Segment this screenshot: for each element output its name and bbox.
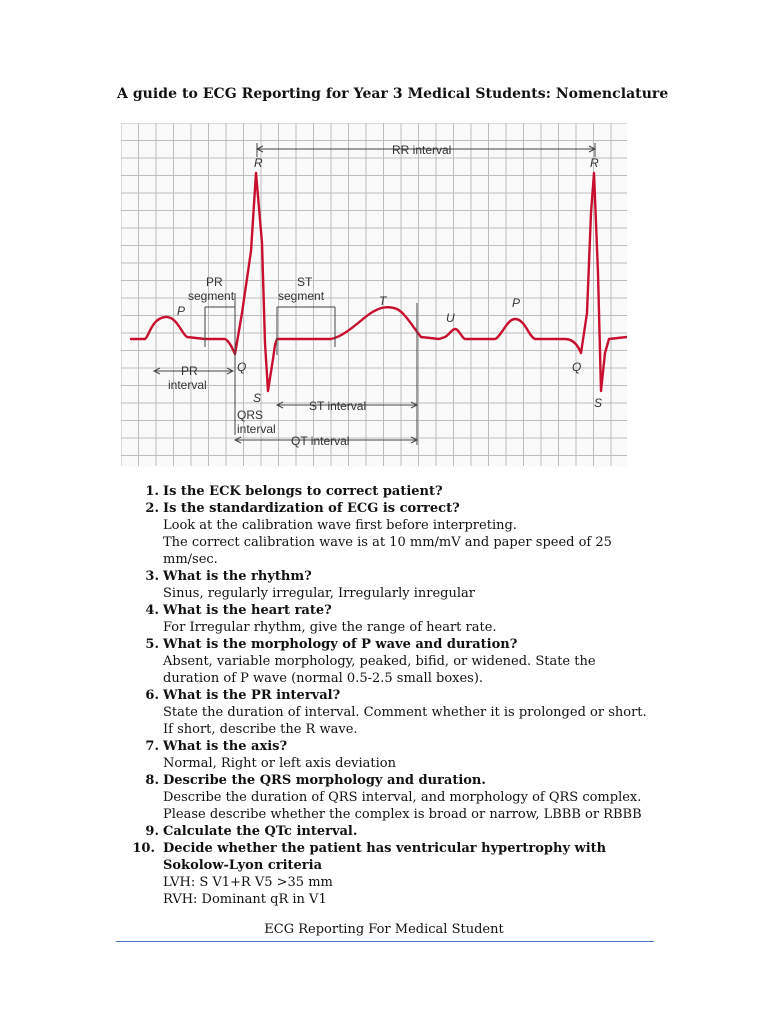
label-q-2: Q — [572, 360, 582, 374]
label-pr-interval-line1: PR — [181, 364, 198, 378]
checklist-number: 3. — [145, 569, 159, 584]
checklist-number: 4. — [145, 603, 159, 618]
ecg-figure — [121, 123, 627, 466]
label-r-1: R — [254, 156, 263, 170]
checklist-item — [135, 602, 655, 636]
checklist-detail: Sinus, regularly irregular, Irregularly inregular — [163, 586, 475, 601]
checklist-question: Is the ECK belongs to correct patient? — [163, 484, 443, 499]
checklist-item — [135, 823, 655, 840]
checklist-detail: Please describe whether the complex is broad or narrow, LBBB or RBBB — [163, 807, 642, 822]
label-st-interval: ST interval — [309, 399, 367, 413]
checklist-item — [135, 483, 655, 500]
label-u: U — [446, 311, 455, 325]
label-r-2: R — [590, 156, 599, 170]
page-title: A guide to ECG Reporting for Year 3 Medical Students: Nomenclature — [117, 86, 669, 102]
label-pr-interval-line2: interval — [168, 378, 207, 392]
checklist-question: What is the morphology of P wave and duration? — [163, 637, 518, 652]
checklist-number: 5. — [145, 637, 159, 652]
checklist-question: Decide whether the patient has ventricular hypertrophy with Sokolow-Lyon criteria — [163, 841, 607, 873]
checklist-detail: Describe the duration of QRS interval, and morphology of QRS complex. — [163, 790, 642, 805]
checklist-item — [135, 772, 655, 823]
checklist-detail: Look at the calibration wave first before interpreting. — [163, 518, 517, 533]
checklist-item — [135, 636, 655, 687]
label-qrs-interval-line1: QRS — [237, 408, 264, 422]
checklist-number: 10. — [132, 841, 155, 856]
checklist-number: 6. — [145, 688, 159, 703]
checklist-detail: For Irregular rhythm, give the range of heart rate. — [163, 620, 497, 635]
checklist-detail: The correct calibration wave is at 10 mm/mV and paper speed of 25 mm/sec. — [163, 535, 612, 567]
checklist-item — [135, 738, 655, 772]
checklist — [132, 483, 655, 908]
label-q-1: Q — [237, 360, 247, 374]
label-qrs-interval-line2: interval — [237, 422, 276, 436]
checklist-item — [135, 568, 655, 602]
checklist-number: 2. — [145, 501, 159, 516]
checklist-question: What is the axis? — [163, 739, 288, 754]
checklist-question: What is the rhythm? — [163, 569, 312, 584]
label-p-1: P — [177, 304, 186, 318]
checklist-number: 7. — [145, 739, 159, 754]
checklist-question: Calculate the QTc interval. — [163, 824, 358, 839]
checklist-item — [132, 840, 655, 908]
checklist-number: 8. — [145, 773, 159, 788]
label-st-segment-line2: segment — [278, 289, 325, 303]
checklist-item — [135, 500, 655, 568]
checklist-detail: State the duration of interval. Comment whether it is prolonged or short. — [163, 705, 647, 720]
checklist-detail: If short, describe the R wave. — [163, 722, 358, 737]
checklist-question: Describe the QRS morphology and duration. — [163, 773, 486, 788]
label-st-segment-line1: ST — [297, 275, 313, 289]
footer-text: ECG Reporting For Medical Student — [264, 922, 504, 937]
label-pr-segment-line1: PR — [206, 275, 223, 289]
checklist-question: What is the PR interval? — [163, 688, 341, 703]
checklist-detail: RVH: Dominant qR in V1 — [163, 892, 327, 907]
checklist-detail: Normal, Right or left axis deviation — [163, 756, 396, 771]
label-t: T — [379, 294, 387, 308]
checklist-question: Is the standardization of ECG is correct? — [163, 501, 460, 516]
checklist-number: 1. — [145, 484, 159, 499]
label-rr-interval: RR interval — [392, 143, 452, 157]
label-qt-interval: QT interval — [291, 434, 350, 448]
label-s-2: S — [594, 396, 603, 410]
checklist-number: 9. — [145, 824, 159, 839]
checklist-item — [135, 687, 655, 738]
footer-rule — [116, 941, 654, 942]
label-s-1: S — [253, 391, 262, 405]
checklist-detail: LVH: S V1+R V5 >35 mm — [163, 875, 333, 890]
checklist-detail: Absent, variable morphology, peaked, bifid, or widened. State the duration of P wave (normal 0.5-2.5 small boxes). — [163, 654, 596, 686]
label-p-2: P — [512, 296, 521, 310]
label-pr-segment-line2: segment — [188, 289, 235, 303]
checklist-question: What is the heart rate? — [163, 603, 332, 618]
